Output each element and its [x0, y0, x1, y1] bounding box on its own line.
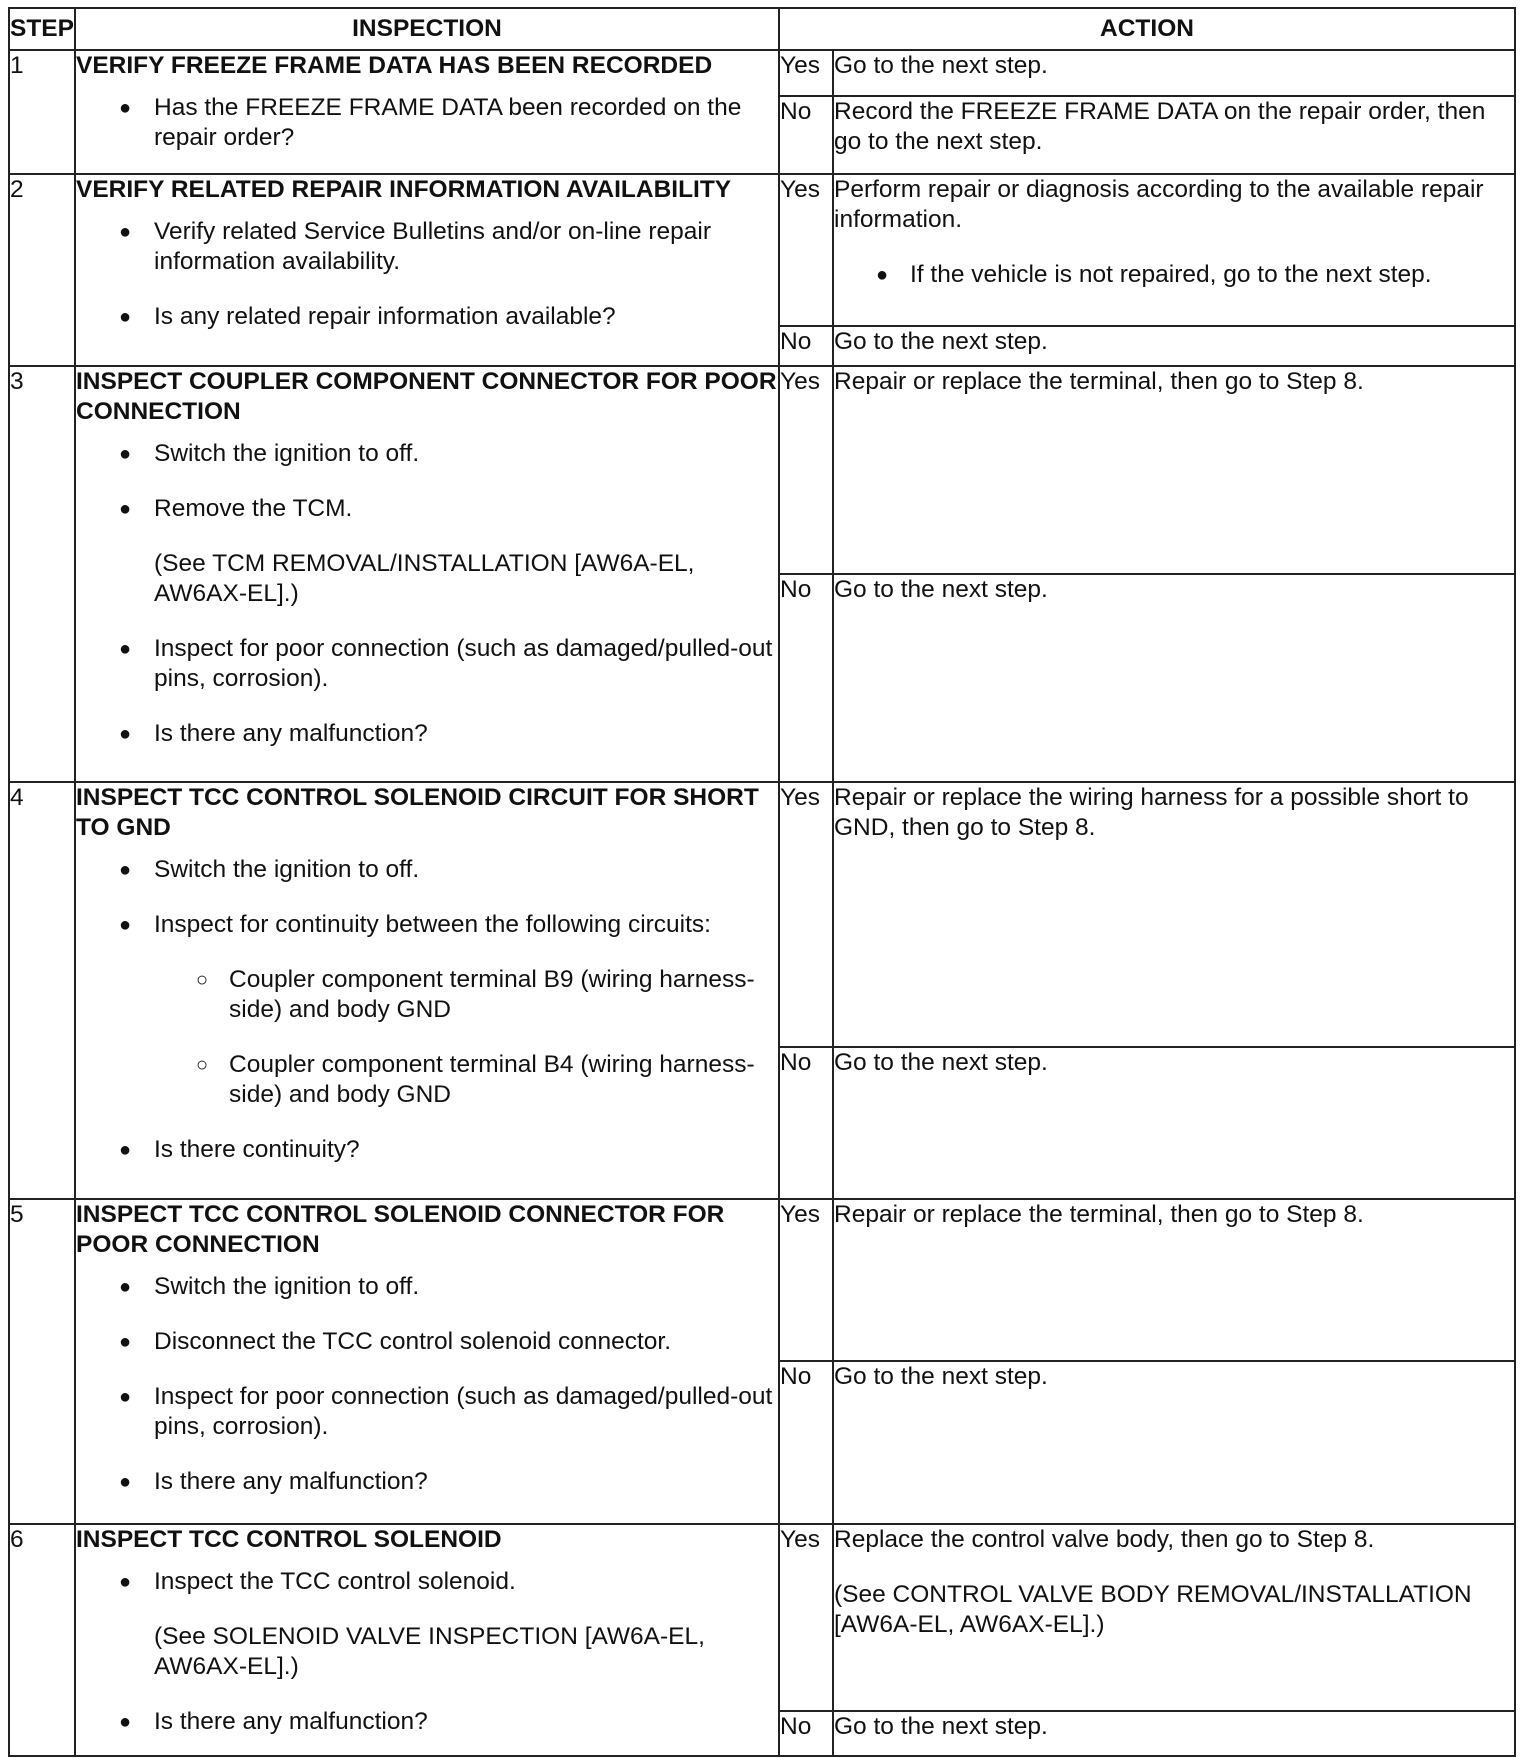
- bullet-item: ● Switch the ignition to off.: [76, 1272, 778, 1302]
- step-number: 1: [9, 50, 75, 174]
- bullet-item: ● Verify related Service Bulletins and/or on-line repair information availability.: [76, 217, 778, 277]
- bullet-text: Inspect for continuity between the following circuits:: [154, 911, 711, 939]
- no-label: No: [779, 1361, 833, 1523]
- bullet-item: ● Is there any malfunction?: [76, 719, 778, 749]
- step-2-inspection: [75, 174, 779, 366]
- bullet-item: ● Inspect for poor connection (such as damaged/pulled-out pins, corrosion).: [76, 1382, 778, 1442]
- step-6-inspection: [75, 1524, 779, 1756]
- bullet-text: Inspect the TCC control solenoid.: [154, 1567, 516, 1595]
- step-header: STEP: [9, 8, 75, 50]
- yes-label: Yes: [779, 366, 833, 574]
- no-action: Go to the next step.: [833, 1361, 1515, 1523]
- step-number: 5: [9, 1199, 75, 1523]
- see-note: (See SOLENOID VALVE INSPECTION [AW6A-EL, AW6AX-EL].): [154, 1622, 705, 1680]
- no-label: No: [779, 1047, 833, 1200]
- yes-label: Yes: [779, 1524, 833, 1711]
- yes-label: Yes: [779, 1199, 833, 1361]
- yes-action: Replace the control valve body, then go to Step 8.: [834, 1525, 1375, 1553]
- inspection-header: INSPECTION: [75, 8, 779, 50]
- see-note: (See TCM REMOVAL/INSTALLATION [AW6A-EL, AW6AX-EL].): [154, 549, 695, 607]
- step-2-row-yes: [9, 174, 1515, 326]
- bullet-item: [76, 494, 778, 609]
- action-header: ACTION: [779, 8, 1515, 50]
- step-4-inspection: [75, 782, 779, 1199]
- yes-action-cell: [833, 174, 1515, 326]
- yes-action: Perform repair or diagnosis according to the available repair information.: [834, 175, 1484, 233]
- step-title: VERIFY FREEZE FRAME DATA HAS BEEN RECORDED: [76, 52, 713, 79]
- bullet-item: ● Is there any malfunction?: [76, 1467, 778, 1497]
- no-label: No: [779, 574, 833, 782]
- yes-action: Go to the next step.: [833, 50, 1515, 96]
- no-action: Go to the next step.: [833, 574, 1515, 782]
- yes-action: Repair or replace the wiring harness for a possible short to GND, then go to Step 8.: [833, 782, 1515, 1046]
- bullet-item: ● Disconnect the TCC control solenoid connector.: [76, 1327, 778, 1357]
- bullet-list: [76, 1567, 778, 1737]
- step-number: 2: [9, 174, 75, 366]
- bullet-item: [76, 910, 778, 1110]
- bullet-item: ● Is any related repair information available?: [76, 302, 778, 332]
- bullet-list: [76, 439, 778, 749]
- yes-action-cell: [833, 1524, 1515, 1711]
- bullet-text: Remove the TCM.: [154, 494, 353, 522]
- step-number: 4: [9, 782, 75, 1199]
- no-label: No: [779, 1711, 833, 1756]
- bullet-item: ● Switch the ignition to off.: [76, 439, 778, 469]
- bullet-item: ● Has the FREEZE FRAME DATA been recorded on the repair order?: [76, 93, 778, 153]
- bullet-item: [76, 1567, 778, 1682]
- bullet-list: [76, 217, 778, 332]
- step-3-row-yes: [9, 366, 1515, 574]
- step-1-row-yes: [9, 50, 1515, 96]
- step-number: 3: [9, 366, 75, 783]
- no-label: No: [779, 96, 833, 174]
- bullet-list: [76, 93, 778, 153]
- no-action: Go to the next step.: [833, 1047, 1515, 1200]
- step-title: INSPECT COUPLER COMPONENT CONNECTOR FOR POOR CONNECTION: [76, 367, 777, 425]
- bullet-item: ● Switch the ignition to off.: [76, 855, 778, 885]
- step-4-row-yes: [9, 782, 1515, 1046]
- sub-bullet-item: ○ Coupler component terminal B9 (wiring harness-side) and body GND: [154, 965, 778, 1025]
- bullet-item: ● Inspect for poor connection (such as damaged/pulled-out pins, corrosion).: [76, 634, 778, 694]
- bullet-item: ● Is there any malfunction?: [76, 1707, 778, 1737]
- action-bullet-list: [834, 260, 1514, 290]
- action-bullet-item: ● If the vehicle is not repaired, go to the next step.: [834, 260, 1514, 290]
- sub-bullet-item: ○ Coupler component terminal B4 (wiring harness-side) and body GND: [154, 1050, 778, 1110]
- step-title: INSPECT TCC CONTROL SOLENOID CONNECTOR FOR POOR CONNECTION: [76, 1201, 725, 1259]
- header-row: [9, 8, 1515, 50]
- step-number: 6: [9, 1524, 75, 1756]
- yes-label: Yes: [779, 782, 833, 1046]
- no-label: No: [779, 326, 833, 366]
- diagnostic-procedure-table: [8, 7, 1516, 1757]
- yes-label: Yes: [779, 174, 833, 326]
- no-action: Go to the next step.: [833, 326, 1515, 366]
- no-action: Go to the next step.: [833, 1711, 1515, 1756]
- bullet-item: ● Is there continuity?: [76, 1135, 778, 1165]
- sub-bullet-list: [154, 965, 778, 1110]
- yes-label: Yes: [779, 50, 833, 96]
- step-3-inspection: [75, 366, 779, 783]
- yes-action: Repair or replace the terminal, then go to Step 8.: [833, 1199, 1515, 1361]
- bullet-list: [76, 855, 778, 1165]
- step-title: INSPECT TCC CONTROL SOLENOID CIRCUIT FOR SHORT TO GND: [76, 784, 759, 842]
- step-title: INSPECT TCC CONTROL SOLENOID: [76, 1525, 502, 1553]
- yes-action: Repair or replace the terminal, then go to Step 8.: [833, 366, 1515, 574]
- step-5-row-yes: [9, 1199, 1515, 1361]
- no-action: Record the FREEZE FRAME DATA on the repair order, then go to the next step.: [833, 96, 1515, 174]
- step-6-row-yes: [9, 1524, 1515, 1711]
- bullet-list: [76, 1272, 778, 1497]
- step-5-inspection: [75, 1199, 779, 1523]
- step-title: VERIFY RELATED REPAIR INFORMATION AVAILABILITY: [76, 175, 732, 203]
- action-see-note: (See CONTROL VALVE BODY REMOVAL/INSTALLATION [AW6A-EL, AW6AX-EL].): [834, 1580, 1472, 1638]
- step-1-inspection: [75, 50, 779, 174]
